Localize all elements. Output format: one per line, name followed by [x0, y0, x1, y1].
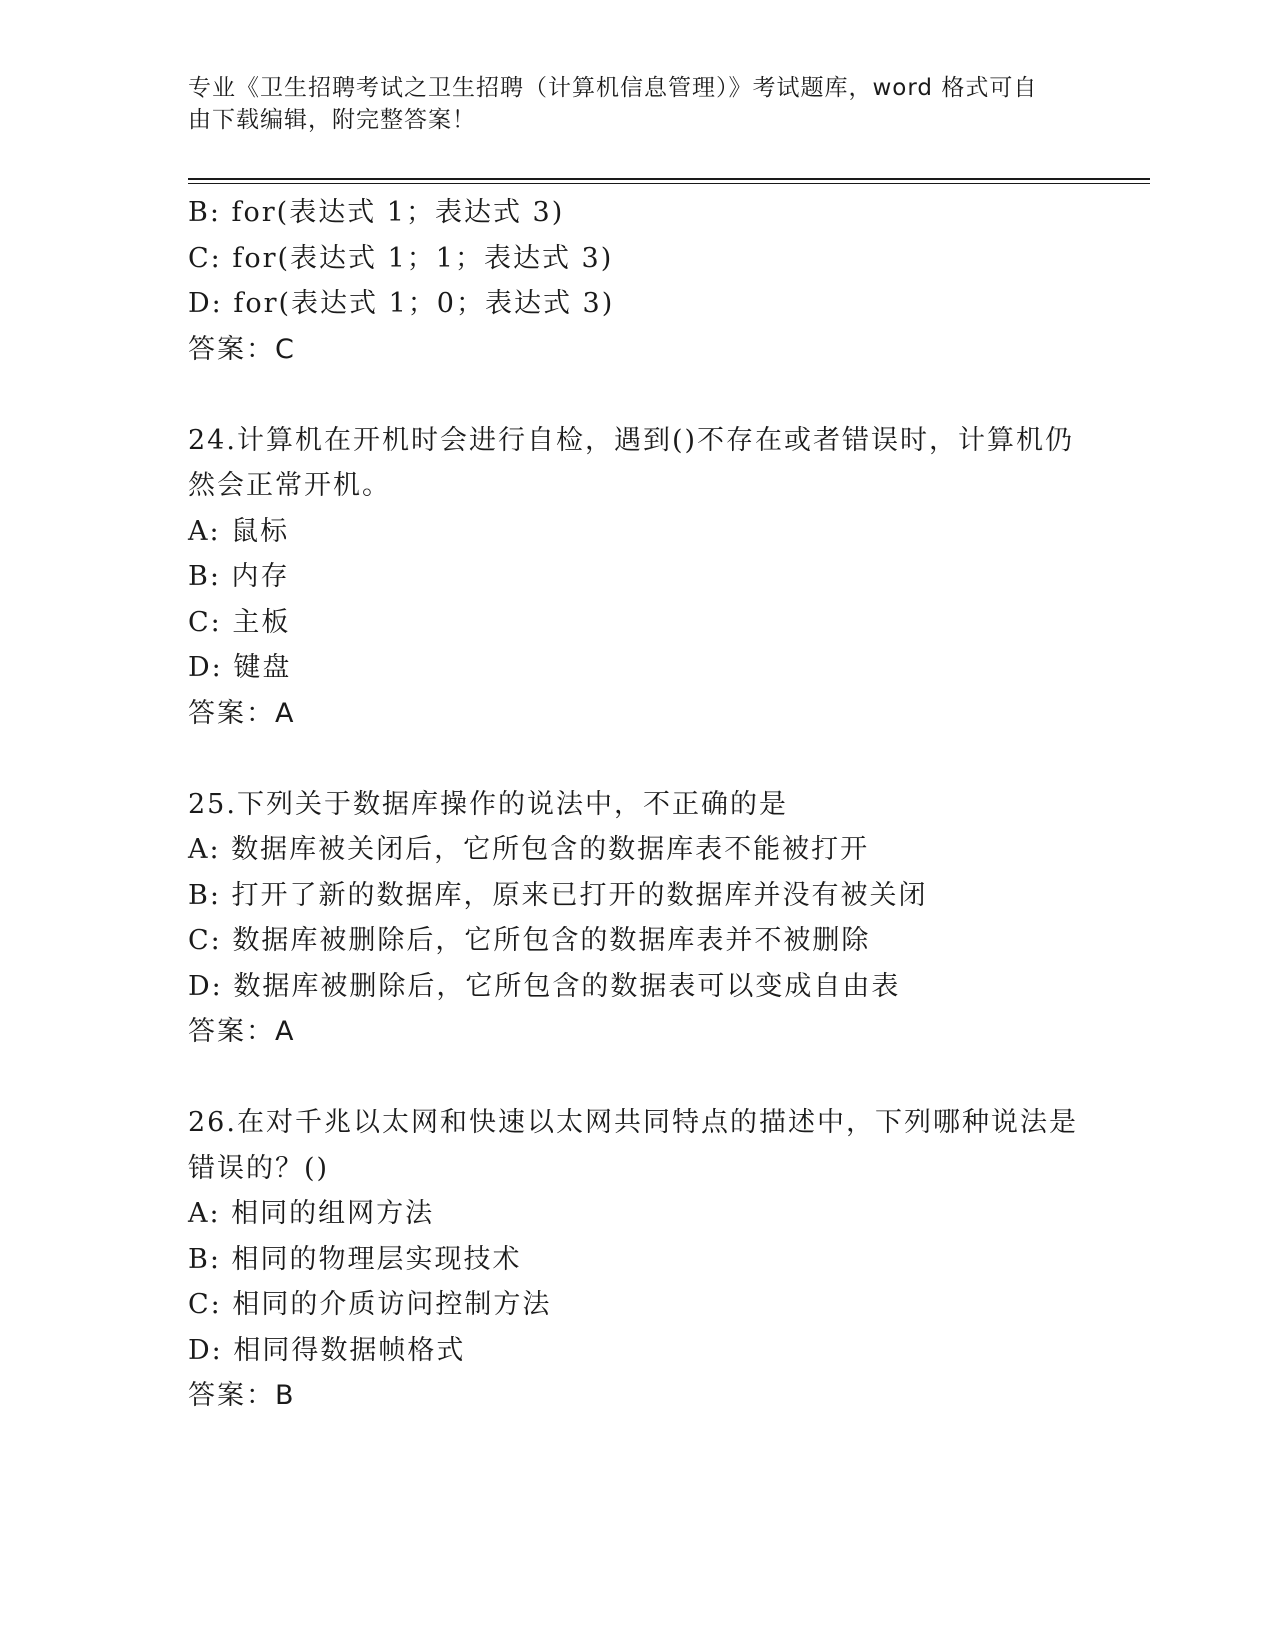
- option-c: C: 数据库被删除后，它所包含的数据库表并不被删除: [188, 925, 871, 956]
- option-d: D: 数据库被删除后，它所包含的数据表可以变成自由表: [188, 970, 901, 1002]
- option-a: A: 数据库被关闭后，它所包含的数据库表不能被打开: [188, 834, 870, 865]
- header-line-2: 由下载编辑，附完整答案！: [188, 107, 476, 133]
- question-24: [188, 418, 1088, 737]
- header-divider-thin: [188, 183, 1150, 184]
- option-b: B: 内存: [188, 561, 290, 592]
- question-stem-line: 24.计算机在开机时会进行自检，遇到()不存在或者错误时，计算机仍: [188, 424, 1075, 456]
- question-26: [188, 1100, 1088, 1419]
- header-line-1: 专业《卫生招聘考试之卫生招聘（计算机信息管理）》考试题库，word 格式可自: [188, 75, 1038, 101]
- option-d: D: 相同得数据帧格式: [188, 1334, 466, 1366]
- question-list: [188, 190, 1088, 1419]
- answer-line: 答案：B: [188, 1380, 296, 1411]
- option-c: C: 相同的介质访问控制方法: [188, 1289, 552, 1320]
- answer-line: 答案：A: [188, 697, 296, 729]
- option-c: C: 主板: [188, 606, 291, 638]
- option-d: D: for(表达式 1；0；表达式 3): [188, 288, 615, 319]
- question-stem-line: 然会正常开机。: [188, 470, 391, 501]
- option-a: A: 相同的组网方法: [188, 1198, 435, 1229]
- option-a: A: 鼠标: [188, 515, 290, 547]
- spacer: [188, 1055, 1088, 1101]
- document-header: [188, 72, 1088, 136]
- question-stem-line: 25.下列关于数据库操作的说法中，不正确的是: [188, 788, 788, 820]
- option-b: B: 打开了新的数据库，原来已打开的数据库并没有被关闭: [188, 879, 928, 911]
- question-23-continued: [188, 190, 1088, 372]
- option-b: B: 相同的物理层实现技术: [188, 1243, 522, 1275]
- answer-line: 答案：C: [188, 333, 296, 365]
- question-stem-line: 错误的？(): [188, 1152, 330, 1184]
- spacer: [188, 736, 1088, 782]
- spacer: [188, 372, 1088, 418]
- answer-line: 答案：A: [188, 1016, 296, 1047]
- option-d: D: 键盘: [188, 652, 292, 683]
- question-25: [188, 782, 1088, 1055]
- header-divider-thick: [188, 178, 1150, 180]
- option-c: C: for(表达式 1；1；表达式 3): [188, 242, 614, 274]
- question-stem-line: 26.在对千兆以太网和快速以太网共同特点的描述中，下列哪种说法是: [188, 1107, 1078, 1138]
- option-b: B: for(表达式 1；表达式 3): [188, 197, 565, 228]
